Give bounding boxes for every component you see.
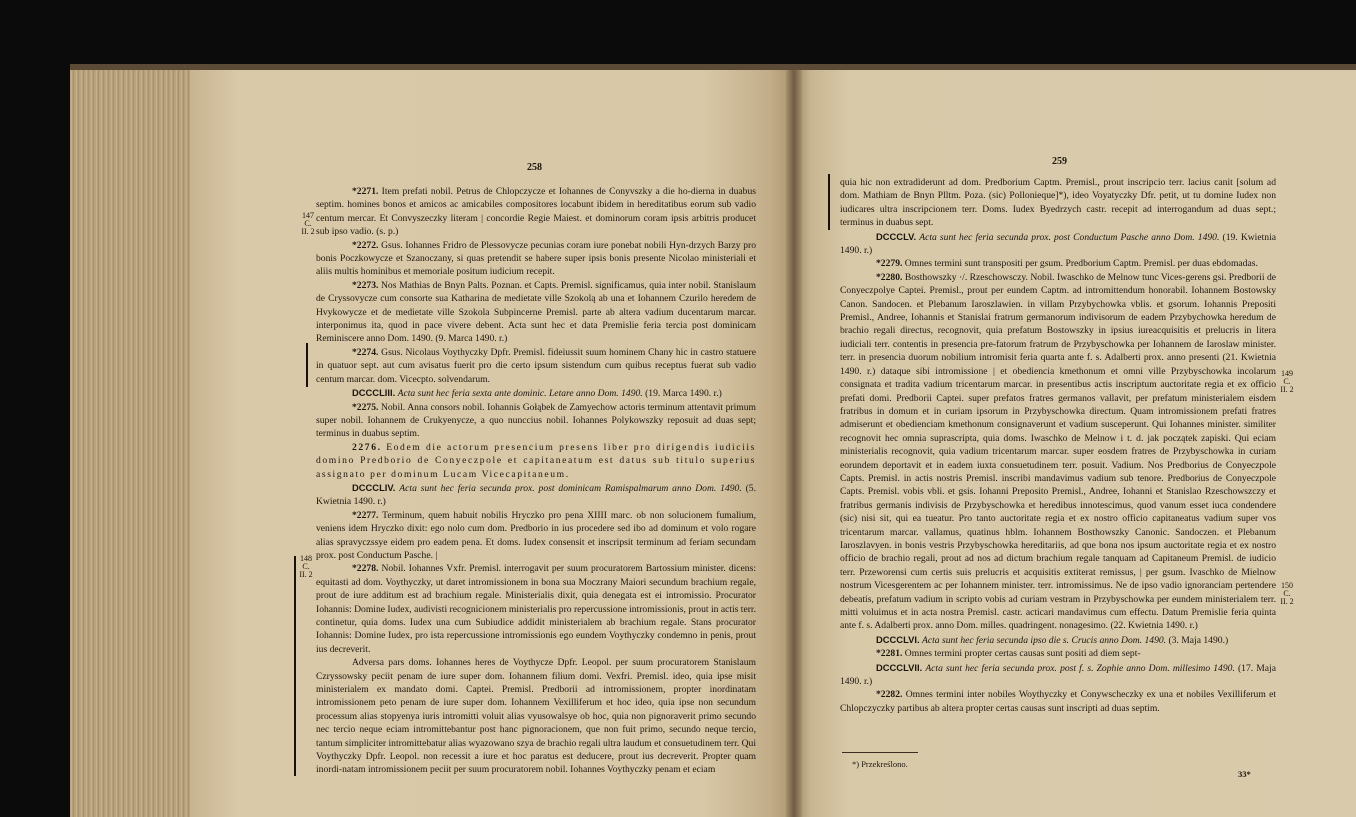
- session-number: DCCCLVII.: [876, 661, 923, 673]
- entry-number: *2272.: [352, 239, 379, 251]
- entry-number: 2276.: [352, 441, 382, 453]
- session-number: DCCCLIV.: [352, 481, 396, 493]
- entry-text: Omnes termini inter nobiles Woythyczky et Conywscheczky ex una et nobiles Vexilliferum et Chlopczyczky partibus ab altera propter certas causas sunt inscripti ad duas septim.: [840, 689, 1276, 714]
- entry-text: Nos Mathias de Bnyn Palts. Poznan. et Capts. Premisl. significamus, quia inter nobil. Stanislaum de Cryssovycze cum consorte sua Katharina de medietate ville Szokolą ab una et Iohannem Czurilo heredem de Hvykowycze et de medietate ville Szokola Subpincerne Premisl. parte ab altera vadium ducentarum marcar. interponimus ita, quod in pace vivere debent. Acta sunt hec et data Premislie feria tercia post dominicam Reminiscere anno Dom. 1490. (9. Marca 1490. r.): [316, 279, 756, 345]
- session-number: DCCCLVI.: [876, 633, 920, 645]
- page-number-right: 259: [1052, 156, 1067, 167]
- entry: [840, 271, 1276, 633]
- entry-text: Terminum, quem habuit nobilis Hryczko pro pena XIIII marc. ob non solucionem fumalium, veniens idem Hryczko dixit: ego nolo cum dom. Predborio in ius procedere sed ibo ad dominum et volo rogare alias spravyczssye eidem pro eadem pena. Et doms. Iudex consensit et inscripsit terminum ad feriam secundam prox. post Conductum Pasche. |: [316, 509, 757, 561]
- session-heading: [316, 481, 756, 509]
- footnote-rule: [842, 752, 918, 753]
- entry-number: *2279.: [876, 258, 903, 270]
- entry-number: *2278.: [352, 563, 379, 575]
- entry: [840, 647, 1276, 660]
- entry-continuation: [840, 176, 1276, 230]
- entry: [316, 185, 756, 239]
- session-title: Acta sunt hec feria sexta ante dominic. Letare anno Dom. 1490.: [397, 388, 643, 400]
- session-title: Acta sunt hec feria secunda prox. post f. s. Zophie anno Dom. millesimo 1490.: [925, 662, 1235, 674]
- margin-bar: [294, 556, 296, 776]
- entry-text: Gsus. Nicolaus Voythyczky Dpfr. Premisl. fideiussit suum hominem Chany hic in castro statuere in quatuor sept. aut cum avisatus fuerit pro die certo ipsum sistendum cum quibus receptus fuerat sub vadio centum marcar. dom. Vicecpto. solvendarum.: [316, 346, 757, 385]
- session-heading: [316, 386, 756, 400]
- entry: [840, 688, 1276, 715]
- margin-note: 149 C. II. 2: [1280, 369, 1294, 394]
- entry-number: *2274.: [352, 346, 379, 358]
- session-title: Acta sunt hec feria secunda prox. post dominicam Ramispalmarum anno Dom. 1490.: [399, 482, 742, 494]
- footnote: *) Przekreślono.: [852, 759, 908, 769]
- signature-mark: 33*: [1238, 769, 1251, 779]
- entry-number: *2280.: [876, 271, 903, 283]
- session-heading: [840, 230, 1276, 258]
- right-page-text: [840, 176, 1276, 715]
- session-number: DCCCLV.: [876, 230, 917, 242]
- margin-note: 147 C. II. 2: [301, 211, 315, 236]
- page-edges: [70, 70, 190, 817]
- entry-text: Omnes termini sunt transpositi per gsum. Predborium Captm. Premisl. per duas ebdomadas.: [904, 258, 1258, 270]
- entry-number: *2277.: [352, 509, 379, 521]
- entry-text: Eodem die actorum presencium presens liber pro dirigendis iudiciis domino Predborio de Conyeczpole et capitaneatum est datus sub titulo superius assignato per dominum Lucam Vicecapitaneum.: [316, 441, 756, 480]
- entry-text: Item prefati nobil. Petrus de Chlopczycze et Iohannes de Conyvszky a die ho-dierna in duabus septim. homines bonos et amicos ac amicabiles compositores locabunt ibidem in hereditatibus eorum sub vadio centum mercar. Et Convyszeczky literam | concordie Regie Maiest. et dominorum coram ipsis arbitris producet sub ipso vadio. (s. p.): [316, 186, 756, 238]
- entry-text: Nobil. Anna consors nobil. Iohannis Gołąbek de Zamyechow actoris terminum attentavit primum super nobil. Iohannem de Crukyenycze, a quo nunccius nobil. Iohannes Polykowszky reposuit ad duas sept; terminus in duabus septim.: [316, 401, 756, 440]
- entry-text: Gsus. Iohannes Fridro de Plessovycze pecunias coram iure ponebat nobili Hyn-drzych Barzy pro bonis Poczkowycze et Szanoczany, si quas pretendit se habere super ipsis bonis presente Nicolao ministeriali et aliis multis hominibus et memoriale positum iudicium recepit.: [316, 239, 756, 278]
- session-number: DCCCLIII.: [352, 387, 396, 399]
- entry-number: *2281.: [876, 648, 903, 660]
- margin-note: 150 C. II. 2: [1280, 581, 1294, 606]
- session-heading: [840, 633, 1276, 647]
- entry: [316, 509, 756, 563]
- session-title: Acta sunt hec feria secunda ipso die s. Crucis anno Dom. 1490.: [921, 634, 1167, 646]
- entry-text: Omnes termini propter certas causas sunt positi ad diem sept-: [904, 648, 1141, 660]
- margin-bar: [828, 174, 830, 230]
- book-gutter: [786, 70, 802, 817]
- margin-note: 148 C. II. 2: [299, 554, 313, 579]
- entry-number: *2275.: [352, 401, 379, 413]
- entry: [316, 239, 756, 279]
- entry-text: Nobil. Iohannes Vxfr. Premisl. interrogavit per suum procuratorem Bartossium minister. dicens: equitasti ad dom. Voythyczky, ut daret intromissionem in bona sua Moczrany Maiori secundum brachium regale, prout de iure additum est ad brachium regale. Ministerialis dixit, quia denegata est ei intromissio. Procurator Iohannis: Domine Iudex, audivisti recognicionem ministerialis pro repercussione intromissionis, prout in actis terr. continetur, quia doms. Iudex una cum Subiudice addidit ministerialem ab brachium regale. Stans procurator Iohannis: Domine Iudex, pro ista repercussione intromissionis ego eundem Voythyczky condemno in penis, prout ius decreverit.: [316, 563, 756, 655]
- session-date: (3. Maja 1490.): [1168, 634, 1229, 646]
- entry: [316, 441, 756, 481]
- entry-number: *2282.: [876, 689, 903, 701]
- session-title: Acta sunt hec feria secunda prox. post Conductum Pasche anno Dom. 1490.: [919, 231, 1220, 243]
- session-date: (17. Maja 1490. r.): [840, 662, 1276, 688]
- left-page-text: [316, 185, 756, 777]
- session-date: (19. Marca 1490. r.): [645, 388, 722, 400]
- entry-text: Adversa pars doms. Iohannes heres de Voythycze Dpfr. Leopol. per suum procuratorem Stanislaum Czryssowsky peciit penam de iure super dom. Iohannem filium domi. Vexfri. Premisl. ideo, quia ipse misit ministerialem ex mandato domi. Captei. Premisl. Predborii ad intromissionem, propter inordinatam intromissionem peto penam de iure super dom. Iohannem Vexilliferum et hoc ideo, quia ipse non secundum processum alias stopyenya iuris intromitti voluit alias vyusowalsye ob hoc, quia non pignoraverit primo secundo nec tercio neque eciam intromittebantur post hanc pignoracionem, que non fuit primo, secundo neque tercio, tantum simpliciter intromittebatur alias wyazowano szya de brachio regali ultra laudum et consuetudinem terr. Qui Voythyczky Dpfr. Leopol. non recessit a iure et hoc paratus est deducere, prout ius decreverit. Propter quam inordi-natam intromissionem peciit per suum procuratorem nobil. Iohannes Voythyczky penam et eciam: [316, 657, 756, 776]
- entry-number: *2273.: [352, 279, 379, 291]
- entry-number: *2271.: [352, 186, 379, 197]
- entry-text: quia hic non extradiderunt ad dom. Predborium Captm. Premisl., prout inscripcio terr. lacius canit [solum ad dom. Mathiam de Bnyn Plltm. Poza. (sic) Pollonieque]*), ideo Voyatyczky Dfr. petit, ut tu domine Iudex non iudicares ultra inscripcionem terr. Doms. Iudex Byedrzych castr. recepit ad interrogandum ad duas sept.; terminus in duabus sept.: [840, 177, 1276, 229]
- session-date: (19. Kwietnia 1490. r.): [840, 231, 1276, 257]
- entry: [316, 279, 756, 346]
- entry-text: Bosthowszky ·/. Rzeschowsczy. Nobil. Iwaschko de Melnow tunc Vices-gerens gsi. Predborii de Conyeczpolye Captei. Premisl., prout per eundem Captm. ad intromittendum honorabil. Iohannem Bostowsky Canon. Sandocen. et Plebanum Iaroszlawien. in villam Przybychowka vblis. et gsorum. Iohannis Prepositi Premisl., Andree, Iohannis et Stanislai fratrum germanorum indivisorum de eadem Przybychowka heredum de brachio regali directus, recognovit, quia prefatum Bostowszky in ipsius iureacquisitis et prelucris in litera iudiciali terr. contentis in presencia pre-fatorum fratrum de Przybyschowka per Iohannem de Iaroslaw minister. terr. in presencia duorum nobilium intromisit feria quarta ante f. s. Adalberti prox. anno presenti (21. Kwietnia 1490. r.) dataque sibi intromissione | et obediencia kmethonum et omni ville Przybyschowka incolarum consignata et tradita vadium tricentarum marcar. in presentibus actis inscriptum auctoritate regia et ex officio prefati domi. Predborii Captei. super prefatos fratres germanos vallavit, per prefatum ministerialem eisdem fratribus in domum et in curiam ipsorum in Przybyschowka directum. Quam intromissionem prefati fratres admiserunt et obedienciam kmethonum consignaverunt et vadium susceperunt. Qui Iohannes minister. similiter recognovit hec omnia suprascripta, quia doms. Iwaschko de Melnow i t. d. jak początek zapiski. Qui eciam ministerialis recognovit, quia vadium tricentarum marcar. super eosdem fratres de Przybyschowka in curiam eorundem deportavit et in eadem iuxta consuetudinem terr. posuit. Vadium. Nos Predborius de Conyeczpole Capts. Premisl. in actis nostris Premisl. inscribi mandavimus vadium sub tenore. Predborius de Conyeczpole Capts. Premisl. vobis vbli. et gsis. Iohanni Preposito Premisl., Andree, Iohanni et Stanislao Rzeschowszczy et fratribus germanis indivisis de Przybyschowka et heredibus innotescimus, quod vanum esset iuca condendere (sic) nisi sit, qui ea tueatur. Pro tanto auctoritate regia et ex nostro officio capitaneatus vadium super vos tricentarum marcar. vallamus, quatinus hblm. Iohannem Bosthowszky Canonic. Sandoczen. et Plebanum Iaroszlavyen. in bonis vestris Przybyschowka hereditariis, ad que bona nos ipsum auctoritate regia et ex nostro officio de brachio regali, prout ad nos ad dictum brachium regale tanquam ad Capitaneum Premisl. de iudicio terr. Przeworensi cum certis suis prelucris et acquisitis extiterat remissus, | per gsum. Ivaschko de Mielnow nostrum Vicesgerentem ac per Iohannem minister. terr. intromissimus. Ne de ipso vadio ignoranciam pertendere debeatis, prefatum vadium in scripto vobis ad curiam vestram in Przybyschowka per eundem ministerialem terr. mitti voluimus et in acta nostra Premisl. castr. acticari mandavimus cum effectu. Datum Premislie feria quinta ante f. s. Adalberti prox. anno Dom. milles. quadringent. nonagesimo. (22. Kwietnia 1490. r.): [840, 271, 1276, 632]
- entry: [316, 346, 756, 386]
- session-heading: [840, 661, 1276, 689]
- entry: [316, 562, 756, 656]
- entry: [840, 257, 1276, 270]
- session-date: (5. Kwietnia 1490. r.): [316, 482, 756, 508]
- entry-continuation: [316, 656, 756, 777]
- page-number-left: 258: [527, 162, 542, 173]
- entry: [316, 401, 756, 441]
- margin-bar: [306, 343, 308, 387]
